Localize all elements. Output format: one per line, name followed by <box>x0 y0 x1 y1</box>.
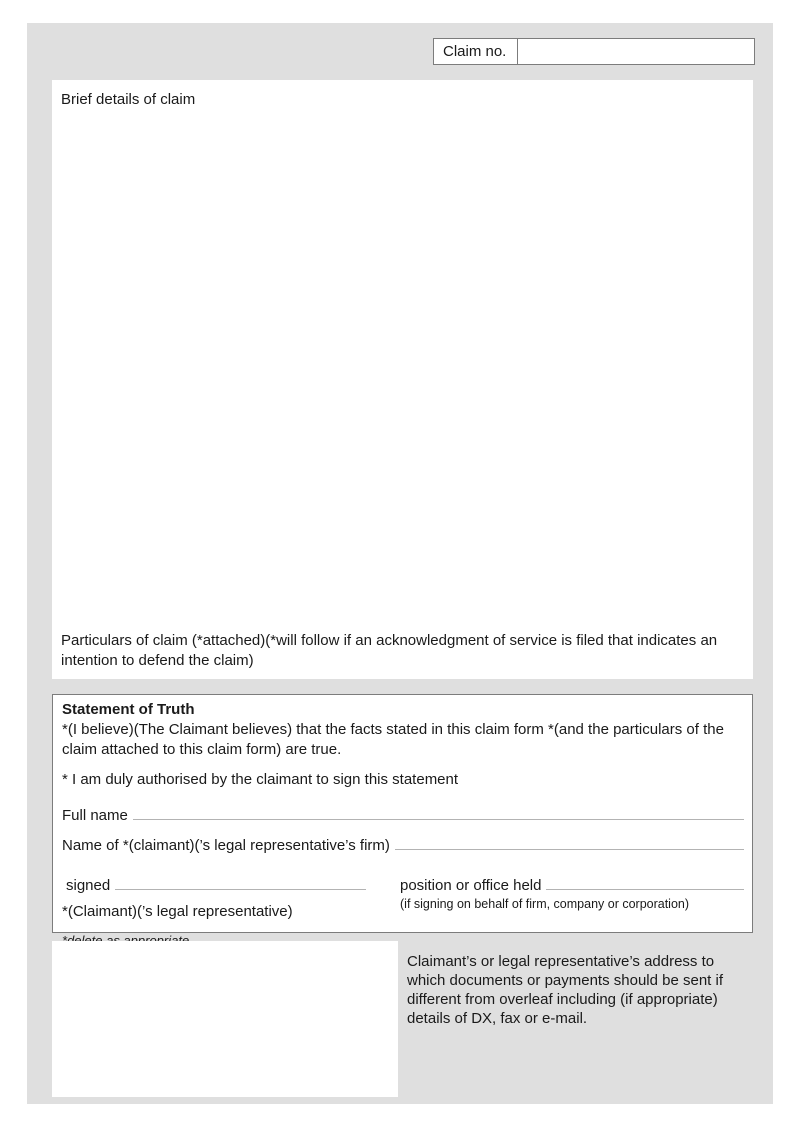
statement-authorised-text: * I am duly authorised by the claimant to sign this statement <box>62 770 459 788</box>
statement-of-truth-title: Statement of Truth <box>62 701 195 718</box>
signed-column <box>62 875 400 920</box>
signed-sub-label: *(Claimant)(’s legal representative) <box>62 902 293 920</box>
name-of-claimant-label: Name of *(claimant)(’s legal representative’s firm) <box>62 836 390 854</box>
brief-details-label: Brief details of claim <box>61 91 196 108</box>
signed-label: signed <box>66 876 111 894</box>
position-label: position or office held <box>400 876 542 894</box>
form-page <box>27 23 773 1104</box>
position-field[interactable] <box>546 875 744 890</box>
statement-belief-text: *(I believe)(The Claimant believes) that the facts stated in this claim form *(and the particulars of the claim attached to this claim form) are true. <box>62 721 724 758</box>
position-column <box>400 875 744 920</box>
claim-number-table <box>433 38 755 65</box>
signature-row <box>62 875 744 920</box>
signed-field[interactable] <box>115 875 366 890</box>
address-input-box[interactable] <box>52 941 398 1097</box>
particulars-note: Particulars of claim (*attached)(*will follow if an acknowledgment of service is filed that indicates an intention to defend the claim) <box>61 632 718 670</box>
name-of-claimant-field[interactable] <box>395 835 744 850</box>
claim-number-field[interactable] <box>518 39 754 64</box>
statement-of-truth-box <box>52 694 753 933</box>
claim-number-label: Claim no. <box>434 39 518 64</box>
full-name-label: Full name <box>62 806 128 824</box>
brief-details-box[interactable] <box>52 80 753 679</box>
name-of-claimant-row <box>62 835 744 854</box>
position-sub-label: (if signing on behalf of firm, company or corporation) <box>400 896 690 911</box>
address-instructions: Claimant’s or legal representative’s address to which documents or payments should be sent if different from overleaf including (if appropriate) details of DX, fax or e-mail. <box>407 953 724 1028</box>
full-name-row <box>62 805 744 824</box>
full-name-field[interactable] <box>133 805 744 820</box>
